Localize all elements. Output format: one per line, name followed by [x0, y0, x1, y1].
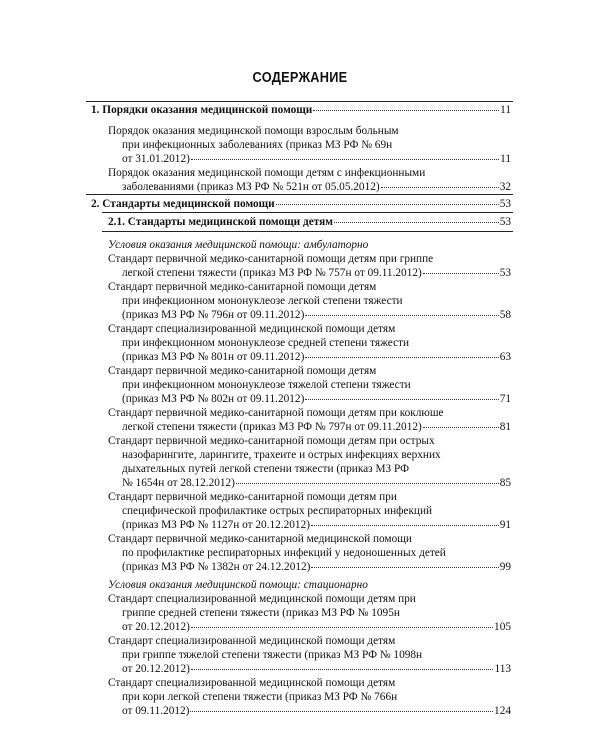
toc-entry[interactable]: [0, 124, 600, 166]
entry-page: 99: [499, 561, 511, 573]
entry-line: от 20.12.2012): [122, 621, 190, 633]
dot-leader: [311, 524, 499, 526]
dot-leader: [313, 109, 499, 111]
entry-last-line: [108, 704, 511, 718]
section-2: [0, 197, 600, 211]
group-title: Условия оказания медицинской помощи: стационарно: [108, 579, 368, 591]
entry-page: 32: [499, 181, 511, 193]
section-1-heading-page: 11: [500, 104, 511, 116]
entry-line: от 09.11.2012): [122, 705, 190, 717]
dot-leader: [191, 668, 494, 670]
dot-leader: [190, 710, 493, 712]
entry-line: Стандарт первичной медико-санитарной помощи детям при коклюше: [108, 407, 444, 419]
entry-line: при инфекционном мононуклеозе средней степени тяжести: [122, 337, 410, 349]
toc-entry[interactable]: [0, 280, 600, 322]
entry-line: Стандарт первичной медико-санитарной помощи детям при острых: [108, 435, 435, 447]
entry-line: (приказ МЗ РФ № 802н от 09.11.2012): [122, 393, 305, 405]
entry-line: Стандарт первичной медико-санитарной помощи детям при: [108, 491, 397, 503]
entry-last-line: [108, 560, 511, 574]
entry-line: дыхательных путей легкой степени тяжести (приказ МЗ РФ: [122, 463, 409, 475]
toc-entry[interactable]: [0, 532, 600, 574]
page-title: СОДЕРЖАНИЕ: [252, 70, 348, 86]
entry-last-line: [108, 420, 511, 434]
entry-line: от 31.01.2012): [122, 153, 190, 165]
entry-line: Порядок оказания медицинской помощи взрослым больным: [108, 125, 399, 137]
dot-leader: [305, 356, 498, 358]
entry-page: 63: [499, 351, 511, 363]
entry-last-line: [108, 308, 511, 322]
subsection-2-1-heading[interactable]: [0, 215, 511, 229]
dot-leader: [311, 566, 498, 568]
entry-line: при инфекционных заболеваниях (приказ МЗ РФ № 69н: [122, 139, 393, 151]
section-2-heading-text: 2. Стандарты медицинской помощи: [91, 198, 275, 210]
entry-last-line: [108, 152, 511, 166]
section-2-top-rule: [86, 194, 513, 195]
toc-entry[interactable]: [0, 490, 600, 532]
toc-entry[interactable]: [0, 364, 600, 406]
toc-entry[interactable]: [0, 592, 600, 634]
entry-last-line: [108, 180, 511, 194]
group-inpatient: [0, 578, 600, 718]
subsection-2-1: [0, 215, 600, 229]
toc-entry[interactable]: [0, 676, 600, 718]
dot-leader: [191, 158, 499, 160]
toc-entry[interactable]: [0, 252, 600, 280]
entry-line: заболеваниями (приказ МЗ РФ № 521н от 05.05.2012): [122, 181, 380, 193]
entry-last-line: [108, 662, 511, 676]
entry-line: Стандарт первичной медико-санитарной помощи детям: [108, 365, 377, 377]
entry-page: 105: [494, 621, 511, 633]
entry-page: 71: [499, 393, 511, 405]
entry-line: Стандарт первичной медико-санитарной помощи детям при гриппе: [108, 253, 434, 265]
entry-line: назофарингите, ларингите, трахеите и острых инфекциях верхних: [122, 449, 441, 461]
entry-last-line: [108, 392, 511, 406]
dot-leader: [305, 398, 498, 400]
dot-leader: [305, 314, 498, 316]
entry-line: при инфекционном мононуклеозе легкой степени тяжести: [122, 295, 403, 307]
entry-page: 113: [494, 663, 511, 675]
entry-page: 11: [500, 153, 511, 165]
section-1-heading-text: 1. Порядки оказания медицинской помощи: [91, 104, 313, 116]
entry-line: Стандарт первичной медико-санитарной помощи детям: [108, 281, 377, 293]
entry-page: 85: [499, 477, 511, 489]
entry-page: 124: [494, 705, 511, 717]
entry-page: 81: [499, 421, 511, 433]
subsection-heading-text: 2.1. Стандарты медицинской помощи детям: [108, 216, 333, 228]
toc-entry[interactable]: [0, 166, 600, 194]
entry-line: легкой степени тяжести (приказ МЗ РФ № 757н от 09.11.2012): [122, 267, 422, 279]
subsection-rule: [102, 212, 513, 213]
dot-leader: [423, 426, 499, 428]
entry-last-line: [108, 266, 511, 280]
entry-line: при кори легкой степени тяжести (приказ МЗ РФ № 766н: [122, 691, 398, 703]
dot-leader: [334, 221, 499, 223]
section-2-heading[interactable]: [0, 197, 511, 211]
group-ambulatory: [0, 238, 600, 574]
subsection-heading-page: 53: [499, 216, 511, 228]
entry-line: по профилактике респираторных инфекций у недоношенных детей: [122, 547, 446, 559]
entry-line: (приказ МЗ РФ № 1127н от 20.12.2012): [122, 519, 310, 531]
entry-line: гриппе средней степени тяжести (приказ МЗ РФ № 1095н: [122, 607, 400, 619]
entry-line: Стандарт специализированной медицинской помощи детям: [108, 323, 396, 335]
entry-page: 53: [499, 267, 511, 279]
entry-line: Стандарт специализированной медицинской помощи детям при: [108, 593, 416, 605]
entry-line: легкой степени тяжести (приказ МЗ РФ № 797н от 09.11.2012): [122, 421, 422, 433]
section-2-heading-page: 53: [499, 198, 511, 210]
entry-line: (приказ МЗ РФ № 1382н от 24.12.2012): [122, 561, 311, 573]
toc-entry[interactable]: [0, 406, 600, 434]
entry-last-line: [108, 350, 511, 364]
group-title: Условия оказания медицинской помощи: амбулаторно: [108, 239, 369, 251]
entry-line: (приказ МЗ РФ № 801н от 09.11.2012): [122, 351, 305, 363]
dot-leader: [276, 203, 499, 205]
dot-leader: [236, 482, 499, 484]
toc-entry[interactable]: [0, 634, 600, 676]
section-1-top-rule: [86, 101, 513, 102]
section-1: [0, 103, 600, 194]
dot-leader: [423, 272, 499, 274]
entry-last-line: [108, 620, 511, 634]
entry-line: от 20.12.2012): [122, 663, 190, 675]
entry-page: 58: [499, 309, 511, 321]
toc-entry[interactable]: [0, 322, 600, 364]
entry-line: Стандарт первичной медико-санитарной медицинской помощи: [108, 533, 412, 545]
entry-line: при гриппе тяжелой степени тяжести (приказ МЗ РФ № 1098н: [122, 649, 423, 661]
entry-last-line: [108, 518, 511, 532]
entry-line: (приказ МЗ РФ № 796н от 09.11.2012): [122, 309, 305, 321]
dot-leader: [381, 186, 499, 188]
entry-line: Порядок оказания медицинской помощи детям с инфекционными: [108, 167, 426, 179]
entry-line: специфической профилактике острых респираторных инфекций: [122, 505, 433, 517]
entry-last-line: [108, 476, 511, 490]
subsection-bottom-rule: [102, 231, 513, 232]
entry-page: 91: [499, 519, 511, 531]
entry-line: при инфекционном мононуклеозе тяжелой степени тяжести: [122, 379, 411, 391]
entry-line: Стандарт специализированной медицинской помощи детям: [108, 677, 396, 689]
dot-leader: [191, 626, 493, 628]
entry-line: Стандарт специализированной медицинской помощи детям: [108, 635, 396, 647]
entry-line: № 1654н от 28.12.2012): [122, 477, 235, 489]
section-1-heading[interactable]: [0, 103, 511, 117]
toc-entry[interactable]: [0, 434, 600, 490]
